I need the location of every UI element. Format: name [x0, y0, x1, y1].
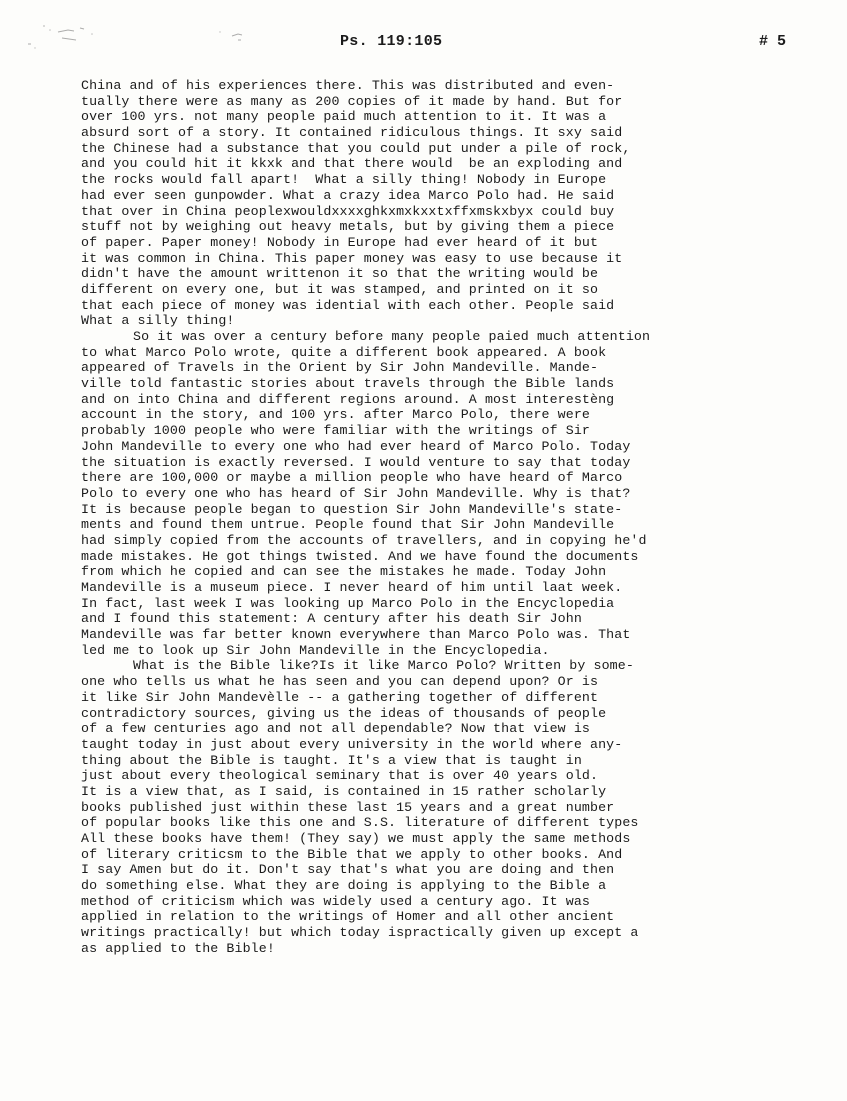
text-line: In fact, last week I was looking up Marco Polo in the Encyclopedia — [81, 595, 615, 611]
text-line: different on every one, but it was stamped, and printed on it so — [81, 281, 599, 297]
text-line: ville told fantastic stories about travels through the Bible lands — [81, 376, 615, 392]
text-line: made mistakes. He got things twisted. And we have found the documents — [81, 548, 639, 564]
text-line: that each piece of money was idential with each other. People said — [81, 297, 615, 313]
text-line: Mandeville is a museum piece. I never heard of him until laat week. — [81, 580, 623, 595]
text-line: there are 100,000 or maybe a million people who have heard of Marco — [81, 470, 623, 486]
text-line: What a silly thing! — [81, 313, 235, 329]
text-line: had simply copied from the accounts of travellers, and in copying he'd — [81, 532, 647, 548]
text-line: and you could hit it kkxk and that there would be an exploding and — [81, 156, 623, 172]
text-line: as applied to the Bible! — [81, 940, 275, 956]
text-line: the rocks would fall apart! What a silly thing! Nobody in Europe — [81, 172, 607, 188]
paragraph — [81, 658, 821, 956]
text-line: It is a view that, as I said, is contained in 15 rather scholarly — [81, 783, 607, 799]
text-line: of literary criticsm to the Bible that we apply to other books. And — [81, 846, 623, 862]
body-text — [81, 78, 821, 957]
text-line: it was common in China. This paper money was easy to use because it — [81, 250, 623, 266]
text-line: one who tells us what he has seen and you can depend upon? Or is — [81, 674, 599, 690]
text-line: just about every theological seminary that is over 40 years old. — [81, 768, 599, 784]
text-line: to what Marco Polo wrote, quite a different book appeared. A book — [81, 344, 607, 360]
text-line: absurd sort of a story. It contained ridiculous things. It sxy said — [81, 125, 623, 141]
text-line: China and of his experiences there. This was distributed and even- — [81, 78, 615, 93]
text-line: appeared of Travels in the Orient by Sir John Mandeville. Mande- — [81, 360, 599, 376]
text-line: of popular books like this one and S.S. literature of different types — [81, 815, 639, 831]
text-line: account in the story, and 100 yrs. after Marco Polo, there were — [81, 407, 591, 423]
text-line: writings practically! but which today ispractically given up except a — [81, 925, 639, 941]
photocopy-smudge — [20, 18, 260, 58]
scripture-reference: Ps. 119:105 — [340, 33, 443, 50]
text-line: method of criticism which was widely used a century ago. It was — [81, 893, 591, 909]
text-line: of paper. Paper money! Nobody in Europe had ever heard of it but — [81, 234, 599, 250]
text-line: the situation is exactly reversed. I would venture to say that today — [81, 454, 631, 470]
text-line: books published just within these last 15 years and a great number — [81, 799, 615, 815]
text-line: ments and found them untrue. People found that Sir John Mandeville — [81, 517, 615, 533]
text-line: the Chinese had a substance that you could put under a pile of rock, — [81, 140, 631, 156]
text-line: Polo to every one who has heard of Sir John Mandeville. Why is that? — [81, 485, 631, 501]
page-number: # 5 — [759, 33, 787, 50]
text-line: thing about the Bible is taught. It's a view that is taught in — [81, 752, 582, 768]
text-line: had ever seen gunpowder. What a crazy idea Marco Polo had. He said — [81, 187, 615, 203]
text-line: it like Sir John Mandevèlle -- a gathering together of different — [81, 689, 599, 705]
text-line: tually there were as many as 200 copies of it made by hand. But for — [81, 93, 623, 109]
text-line: from which he copied and can see the mistakes he made. Today John — [81, 564, 607, 580]
text-line: applied in relation to the writings of Homer and all other ancient — [81, 909, 615, 925]
text-line: over 100 yrs. not many people paid much attention to it. It was a — [81, 109, 607, 125]
text-line: I say Amen but do it. Don't say that's what you are doing and then — [81, 862, 615, 878]
text-line: John Mandeville to every one who had ever heard of Marco Polo. Today — [81, 438, 631, 454]
paragraph — [81, 78, 821, 329]
text-line: of a few centuries ago and not all dependable? Now that view is — [81, 721, 591, 737]
text-line: do something else. What they are doing is applying to the Bible a — [81, 878, 607, 894]
text-line: taught today in just about every university in the world where any- — [81, 736, 623, 752]
text-line: Mandeville was far better known everywhere than Marco Polo was. That — [81, 627, 631, 643]
text-line: All these books have them! (They say) we must apply the same methods — [81, 831, 631, 846]
text-line: It is because people began to question Sir John Mandeville's state- — [81, 501, 623, 517]
text-line: What is the Bible like?Is it like Marco Polo? Written by some- — [133, 658, 634, 674]
text-line: So it was over a century before many people paied much attention — [133, 329, 651, 344]
text-line: probably 1000 people who were familiar with the writings of Sir — [81, 423, 591, 439]
text-line: that over in China peoplexwouldxxxxghkxmxkxxtxffxmskxbyx could buy — [81, 203, 615, 219]
text-line: led me to look up Sir John Mandeville in the Encyclopedia. — [81, 642, 550, 658]
text-line: didn't have the amount writtenon it so that the writing would be — [81, 266, 599, 282]
text-line: stuff not by weighing out heavy metals, but by giving them a piece — [81, 219, 615, 235]
paragraph — [81, 329, 821, 658]
text-line: contradictory sources, giving us the ideas of thousands of people — [81, 705, 607, 721]
text-line: and on into China and different regions around. A most interestèng — [81, 391, 615, 407]
text-line: and I found this statement: A century after his death Sir John — [81, 611, 582, 627]
